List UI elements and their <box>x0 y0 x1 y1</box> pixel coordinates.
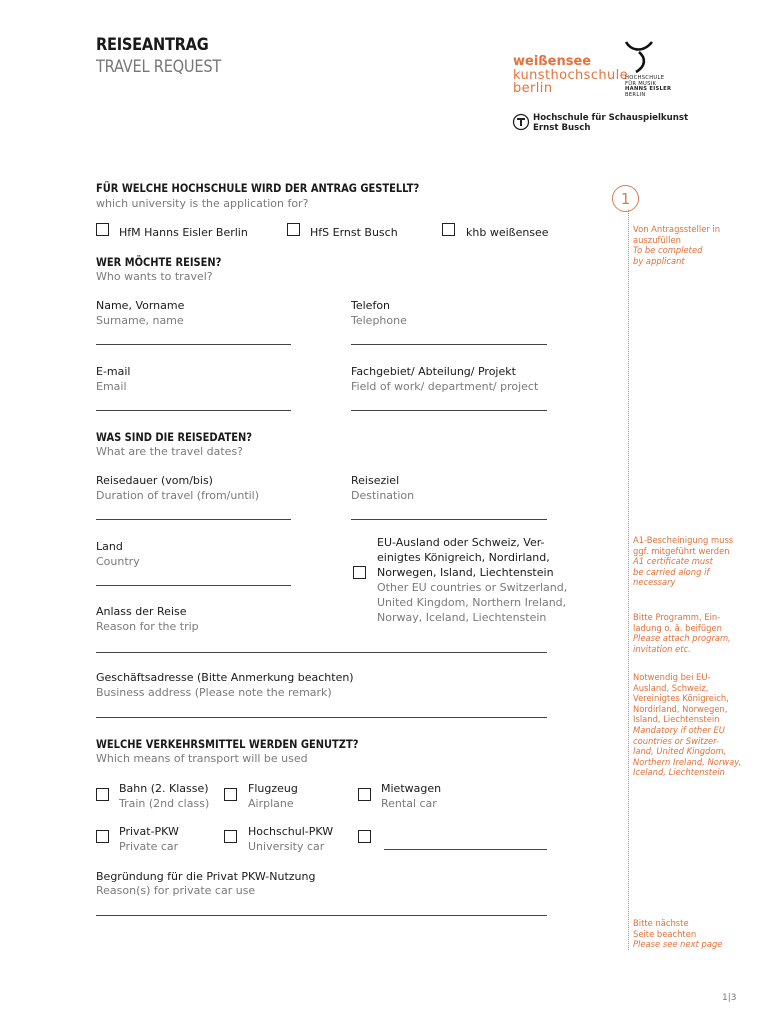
email-label-en: Email <box>96 380 127 393</box>
note-line: countries or Switzer- <box>633 735 720 746</box>
ernst-busch-line1: Hochschule für Schauspielkunst <box>533 113 689 123</box>
phone-label: Telefon <box>351 299 391 312</box>
weissensee-logo <box>513 55 628 96</box>
ernst-busch-seal-icon <box>512 113 530 131</box>
train-label: Bahn (2. Klasse) <box>119 782 209 795</box>
note-line: necessary <box>633 577 676 588</box>
checkbox-university-car[interactable] <box>224 830 237 843</box>
note-line: by applicant <box>633 255 685 266</box>
phone-label-en: Telephone <box>351 314 407 327</box>
hanns-eisler-symbol-icon <box>622 38 656 76</box>
eu-abroad-label <box>377 535 567 625</box>
note-line: Bitte nächste <box>633 918 689 928</box>
option-hfm-label: HfM Hanns Eisler Berlin <box>119 226 248 239</box>
justification-label-en: Reason(s) for private car use <box>96 884 256 897</box>
option-khb-label: khb weißensee <box>466 226 549 239</box>
address-field[interactable] <box>96 717 547 718</box>
note-line: auszufüllen <box>633 234 681 245</box>
checkbox-other-transport[interactable] <box>358 830 371 843</box>
weissensee-logo-line2: kunsthochschule <box>513 67 629 83</box>
note-line: Notwendig bei EU- <box>633 672 711 682</box>
hanns-eisler-line4: BERLIN <box>625 91 646 98</box>
airplane-label: Flugzeug <box>248 782 298 795</box>
note-line: Von Antragssteller in <box>633 224 721 234</box>
rental-label: Mietwagen <box>381 782 442 795</box>
note-line: Northern Ireland, Norway, <box>633 756 742 767</box>
note-line: Island, Liechtenstein <box>633 714 720 725</box>
section4-sub: Which means of transport will be used <box>96 752 308 765</box>
eu-line-en: Norway, Iceland, Liechtenstein <box>377 611 547 624</box>
phone-field[interactable] <box>351 344 547 345</box>
eu-line-en: Other EU countries or Switzerland, <box>377 581 568 594</box>
page-number: 1|3 <box>722 993 737 1003</box>
checkbox-rental-car[interactable] <box>358 788 371 801</box>
note-line: To be completed <box>633 245 703 256</box>
title-de: REISEANTRAG <box>96 35 209 55</box>
email-label: E-mail <box>96 365 131 378</box>
reason-label-en: Reason for the trip <box>96 620 199 633</box>
weissensee-logo-line1: weißensee <box>513 54 592 69</box>
note-line: land, United Kingdom, <box>633 746 727 757</box>
step-badge: 1 <box>612 185 639 212</box>
train-label-en: Train (2nd class) <box>119 797 210 810</box>
checkbox-hfm[interactable] <box>96 223 109 236</box>
sidebar-note-a1 <box>633 535 753 588</box>
destination-label: Reiseziel <box>351 474 400 487</box>
department-field[interactable] <box>351 410 547 411</box>
section3-heading: WAS SIND DIE REISEDATEN? <box>96 430 253 444</box>
section1-heading: FÜR WELCHE HOCHSCHULE WIRD DER ANTRAG GESTELLT? <box>96 181 420 195</box>
note-line: ladung o. ä. beifügen <box>633 622 722 633</box>
country-field[interactable] <box>96 585 291 586</box>
sidebar-divider <box>628 210 629 950</box>
department-label-en: Field of work/ department/ project <box>351 380 539 393</box>
note-line: invitation etc. <box>633 643 691 654</box>
department-label: Fachgebiet/ Abteilung/ Projekt <box>351 365 516 378</box>
destination-field[interactable] <box>351 519 547 520</box>
note-line: Please attach program, <box>633 633 731 644</box>
country-label: Land <box>96 540 123 553</box>
destination-label-en: Destination <box>351 489 415 502</box>
university-car-label-en: University car <box>248 840 325 853</box>
rental-label-en: Rental car <box>381 797 437 810</box>
ernst-busch-line2: Ernst Busch <box>533 123 591 133</box>
duration-label-en: Duration of travel (from/until) <box>96 489 260 502</box>
hanns-eisler-line2: FÜR MUSIK <box>625 80 657 87</box>
private-car-label: Privat-PKW <box>119 825 179 838</box>
note-line: A1 certificate must <box>633 556 713 567</box>
justification-field[interactable] <box>96 915 547 916</box>
sidebar-note-program <box>633 612 753 654</box>
private-car-label-en: Private car <box>119 840 179 853</box>
justification-label: Begründung für die Privat PKW-Nutzung <box>96 870 316 883</box>
checkbox-hfs[interactable] <box>287 223 300 236</box>
eu-line-de: EU-Ausland oder Schweiz, Ver- <box>377 536 545 549</box>
university-car-label: Hochschul-PKW <box>248 825 334 838</box>
eu-line-en: United Kingdom, Northern Ireland, <box>377 596 567 609</box>
checkbox-train[interactable] <box>96 788 109 801</box>
eu-line-de: Norwegen, Island, Liechtenstein <box>377 566 554 579</box>
note-line: Iceland, Liechtenstein <box>633 767 725 778</box>
other-transport-field[interactable] <box>384 849 547 850</box>
ernst-busch-logo-text <box>533 113 688 133</box>
address-label: Geschäftsadresse (Bitte Anmerkung beachten) <box>96 671 354 684</box>
sidebar-note-applicant <box>633 224 753 266</box>
name-field[interactable] <box>96 344 291 345</box>
section2-heading: WER MÖCHTE REISEN? <box>96 255 222 269</box>
note-line: A1-Bescheinigung muss <box>633 535 734 545</box>
reason-field[interactable] <box>96 652 547 653</box>
note-line: Seite beachten <box>633 928 697 939</box>
airplane-label-en: Airplane <box>248 797 294 810</box>
note-line: Vereinigtes Königreich, <box>633 693 729 704</box>
hanns-eisler-line1: HOCHSCHULE <box>625 75 665 81</box>
checkbox-private-car[interactable] <box>96 830 109 843</box>
note-line: Bitte Programm, Ein- <box>633 612 721 622</box>
section3-sub: What are the travel dates? <box>96 445 244 458</box>
checkbox-airplane[interactable] <box>224 788 237 801</box>
note-line: Ausland, Schweiz, <box>633 682 709 693</box>
note-line: ggf. mitgeführt werden <box>633 545 730 556</box>
weissensee-logo-line3: berlin <box>513 81 553 96</box>
email-field[interactable] <box>96 410 291 411</box>
checkbox-eu-abroad[interactable] <box>353 566 366 579</box>
option-hfs-label: HfS Ernst Busch <box>310 226 398 239</box>
address-label-en: Business address (Please note the remark) <box>96 686 332 699</box>
eu-line-de: einigtes Königreich, Nordirland, <box>377 551 550 564</box>
duration-label: Reisedauer (vom/bis) <box>96 474 213 487</box>
sidebar-note-address <box>633 672 753 778</box>
name-label-en: Surname, name <box>96 314 184 327</box>
hanns-eisler-line3: HANNS EISLER <box>625 86 672 93</box>
hanns-eisler-logo-text <box>625 76 671 98</box>
sidebar-note-next-page <box>633 918 753 950</box>
note-line: be carried along if <box>633 566 710 577</box>
name-label: Name, Vorname <box>96 299 185 312</box>
country-label-en: Country <box>96 555 140 568</box>
section1-sub: which university is the application for? <box>96 197 309 210</box>
title-en: TRAVEL REQUEST <box>96 57 222 77</box>
section4-heading: WELCHE VERKEHRSMITTEL WERDEN GENUTZT? <box>96 737 359 751</box>
note-line: Nordirland, Norwegen, <box>633 703 728 714</box>
section2-sub: Who wants to travel? <box>96 270 213 283</box>
note-line: Please see next page <box>633 939 723 950</box>
duration-field[interactable] <box>96 519 291 520</box>
reason-label: Anlass der Reise <box>96 605 187 618</box>
checkbox-khb[interactable] <box>442 223 455 236</box>
note-line: Mandatory if other EU <box>633 724 725 735</box>
